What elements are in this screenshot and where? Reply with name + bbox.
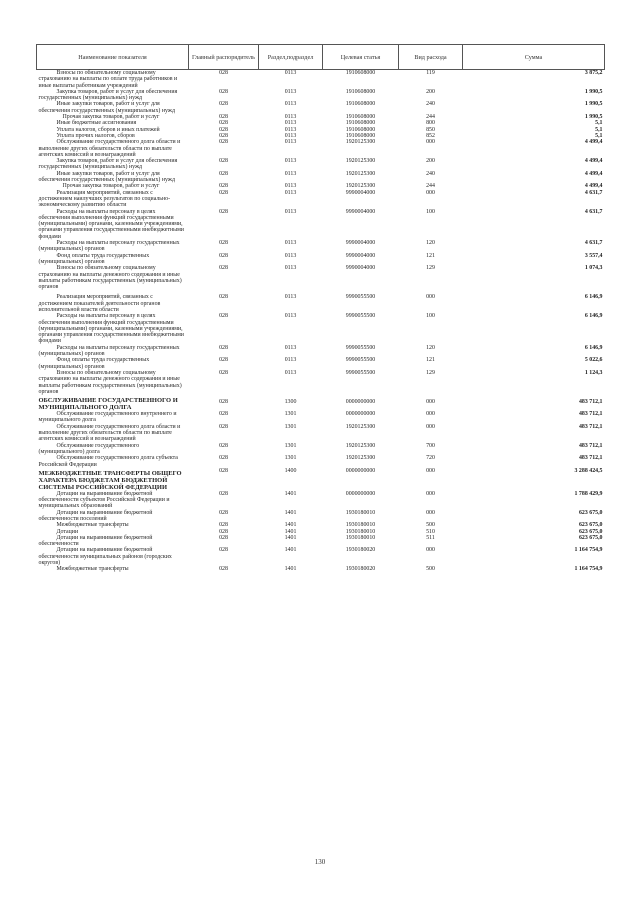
- table-row: [37, 290, 605, 313]
- row-name: Дотации на выравнивание бюджетной обеспеченности: [38, 534, 153, 548]
- row-main-admin: 028: [219, 170, 228, 177]
- row-section: 1300: [284, 399, 297, 406]
- header-name: Наименование показателя: [37, 45, 189, 70]
- row-main-admin: 028: [219, 442, 228, 449]
- row-main-admin: 028: [219, 252, 228, 259]
- table-row: [37, 171, 605, 184]
- table-row: [37, 510, 605, 523]
- row-section: 0113: [284, 240, 297, 247]
- row-amount: 1 124,3: [584, 369, 603, 376]
- table-row: [37, 535, 605, 548]
- row-main-admin: 028: [219, 101, 228, 108]
- table-row: [37, 424, 605, 443]
- row-name: Дотации на выравнивание бюджетной обеспеченности субъектов Российской Федерации и муниципальных образований: [38, 490, 170, 510]
- table-header-row: [37, 45, 605, 70]
- row-expense-type: 510: [426, 528, 435, 535]
- row-target: 1910608000: [345, 101, 376, 108]
- row-name: Фонд оплаты труда государственных (муниципальных) органов: [38, 252, 150, 265]
- table-row: [37, 443, 605, 456]
- row-amount: 483 712,1: [578, 455, 603, 462]
- row-target: 1910608000: [345, 132, 376, 139]
- row-expense-type: 129: [426, 265, 435, 272]
- row-name: Обслуживание государственного внутреннего и муниципального долга: [38, 411, 177, 424]
- row-main-admin: 028: [219, 528, 228, 535]
- row-expense-type: 850: [426, 126, 435, 133]
- table-row: [37, 139, 605, 158]
- row-target: 9990055500: [345, 313, 376, 320]
- row-name: Реализация мероприятий, связанных с достижением наилучших результатов по социально-экономическому развитию области: [38, 189, 171, 209]
- row-expense-type: 244: [426, 114, 435, 121]
- row-name: Иные бюджетные ассигнования: [56, 120, 137, 127]
- table-row: [37, 455, 605, 468]
- row-section: 1401: [284, 528, 297, 535]
- row-section: 1401: [284, 534, 297, 541]
- row-section: 0113: [284, 139, 297, 146]
- row-amount: 1 164 754,9: [574, 547, 603, 554]
- row-main-admin: 028: [219, 411, 228, 418]
- row-expense-type: 240: [426, 101, 435, 108]
- row-name: Дотации на выравнивание бюджетной обеспеченности поселений: [38, 509, 153, 522]
- row-amount: 4 631,7: [584, 240, 603, 247]
- table-row: [37, 209, 605, 240]
- row-expense-type: 720: [426, 455, 435, 462]
- row-name: Обслуживание государственного (муниципального) долга: [38, 442, 140, 455]
- row-name: Уплата налогов, сборов и иных платежей: [56, 126, 160, 133]
- row-main-admin: 028: [219, 490, 228, 497]
- row-amount: 1 990,5: [584, 114, 603, 121]
- row-amount: 483 712,1: [578, 442, 603, 449]
- row-amount: 1 990,5: [584, 101, 603, 108]
- table-row: [37, 240, 605, 253]
- row-section: 1401: [284, 509, 297, 516]
- row-section: 0113: [284, 114, 297, 121]
- table-row: [37, 70, 605, 89]
- row-amount: 4 499,4: [584, 158, 603, 165]
- row-amount: 6 146,9: [584, 294, 603, 301]
- row-main-admin: 028: [219, 120, 228, 127]
- row-amount: 4 499,4: [584, 170, 603, 177]
- row-section: 1401: [284, 490, 297, 497]
- row-expense-type: 200: [426, 88, 435, 95]
- row-section: 1301: [284, 411, 297, 418]
- row-amount: 483 712,1: [578, 423, 603, 430]
- row-section: 1301: [284, 423, 297, 430]
- row-expense-type: 500: [426, 566, 435, 573]
- row-main-admin: 028: [219, 313, 228, 320]
- row-section: 0113: [284, 369, 297, 376]
- row-main-admin: 028: [219, 114, 228, 121]
- row-target: 9990055500: [345, 357, 376, 364]
- row-name: Реализация мероприятий, связанных с достижением показателей деятельности органов исполнительной власти области: [38, 294, 161, 313]
- row-expense-type: 000: [426, 411, 435, 418]
- row-main-admin: 028: [219, 189, 228, 196]
- row-target: 1930180020: [345, 547, 376, 554]
- row-main-admin: 028: [219, 357, 228, 364]
- header-main-admin: Главный распорядитель: [189, 45, 259, 70]
- table-row: [37, 411, 605, 424]
- row-amount: 6 146,9: [584, 344, 603, 351]
- row-expense-type: 500: [426, 522, 435, 529]
- row-name: Закупка товаров, работ и услуг для обеспечения государственных (муниципальных) нужд: [38, 158, 178, 171]
- row-section: 0113: [284, 183, 297, 190]
- row-target: 1920125300: [345, 158, 376, 165]
- row-amount: 3 288 424,5: [574, 467, 603, 474]
- row-amount: 623 675,0: [578, 534, 603, 541]
- row-expense-type: 240: [426, 170, 435, 177]
- row-expense-type: 800: [426, 120, 435, 127]
- row-name: Прочая закупка товаров, работ и услуг: [62, 114, 160, 121]
- row-target: 1910608000: [345, 70, 376, 76]
- row-expense-type: 000: [426, 423, 435, 430]
- row-section: 0113: [284, 88, 297, 95]
- row-section: 0113: [284, 158, 297, 165]
- row-name: Межбюджетные трансферты: [56, 566, 129, 573]
- table-row: [37, 101, 605, 114]
- row-main-admin: 028: [219, 369, 228, 376]
- row-target: 9990004000: [345, 252, 376, 259]
- row-section: 0113: [284, 208, 297, 215]
- row-section: 0113: [284, 101, 297, 108]
- row-name: Расходы на выплаты персоналу в целях обеспечения выполнения функций государственными (муниципальными) органами, казенными учреждениями, органами управления государственными внебюджетными фондами: [38, 313, 184, 345]
- row-name: Дотации на выравнивание бюджетной обеспеченности муниципальных районов (городских округов): [38, 547, 172, 567]
- row-amount: 5,1: [595, 120, 603, 127]
- row-target: 1920125300: [345, 183, 376, 190]
- row-expense-type: 000: [426, 139, 435, 146]
- row-main-admin: 028: [219, 399, 228, 406]
- row-main-admin: 028: [219, 522, 228, 529]
- row-amount: 1 990,5: [584, 88, 603, 95]
- row-section: 0113: [284, 170, 297, 177]
- row-section: 0113: [284, 344, 297, 351]
- row-main-admin: 028: [219, 183, 228, 190]
- row-name: Иные закупки товаров, работ и услуг для обеспечения государственных (муниципальных) нужд: [38, 170, 175, 184]
- row-expense-type: 129: [426, 369, 435, 376]
- table-row: [37, 253, 605, 266]
- row-target: 9990055500: [345, 294, 376, 301]
- row-amount: 623 675,0: [578, 522, 603, 529]
- row-name: Взносы по обязательному социальному страхованию на выплаты по оплате труда работников и иные выплаты работникам учреждений: [38, 70, 178, 89]
- row-section: 0113: [284, 189, 297, 196]
- row-main-admin: 028: [219, 265, 228, 272]
- table-row: [37, 370, 605, 395]
- row-amount: 6 146,9: [584, 313, 603, 320]
- row-section: 1301: [284, 442, 297, 449]
- row-target: 1930180010: [345, 509, 376, 516]
- table-row: [37, 491, 605, 510]
- row-target: 1910608000: [345, 114, 376, 121]
- row-expense-type: 000: [426, 509, 435, 516]
- header-expense-type: Вид расхода: [399, 45, 463, 70]
- row-section: 0113: [284, 252, 297, 259]
- row-target: 9990004000: [345, 189, 376, 196]
- row-main-admin: 028: [219, 566, 228, 573]
- table-row: [37, 547, 605, 566]
- row-expense-type: 200: [426, 158, 435, 165]
- row-section: 0113: [284, 313, 297, 320]
- row-expense-type: 000: [426, 547, 435, 554]
- table-row: [37, 190, 605, 209]
- header-target: Целевая статья: [323, 45, 399, 70]
- header-section: Раздел,подраздел: [259, 45, 323, 70]
- row-target: 1920125300: [345, 423, 376, 430]
- row-target: 9990004000: [345, 265, 376, 272]
- row-target: 1930180020: [345, 566, 376, 573]
- row-section: 0113: [284, 294, 297, 301]
- row-amount: 623 675,0: [578, 528, 603, 535]
- row-name: МЕЖБЮДЖЕТНЫЕ ТРАНСФЕРТЫ ОБЩЕГО ХАРАКТЕРА БЮДЖЕТАМ БЮДЖЕТНОЙ СИСТЕМЫ РОССИЙСКОЙ ФЕДЕРАЦИИ: [38, 469, 182, 491]
- header-amount: Сумма: [463, 45, 605, 70]
- row-target: 9990055500: [345, 344, 376, 351]
- row-amount: 4 499,4: [584, 183, 603, 190]
- row-target: 1910608000: [345, 88, 376, 95]
- row-amount: 3 557,4: [584, 252, 603, 259]
- row-target: 0000000000: [345, 490, 376, 497]
- row-expense-type: 852: [426, 132, 435, 139]
- row-amount: 1 164 754,9: [574, 566, 603, 573]
- row-main-admin: 028: [219, 547, 228, 554]
- row-expense-type: 244: [426, 183, 435, 190]
- row-expense-type: 120: [426, 344, 435, 351]
- row-target: 0000000000: [345, 467, 376, 474]
- row-main-admin: 028: [219, 158, 228, 165]
- row-main-admin: 028: [219, 132, 228, 139]
- row-main-admin: 028: [219, 455, 228, 462]
- row-expense-type: 121: [426, 357, 435, 364]
- row-expense-type: 511: [426, 534, 435, 541]
- row-target: 1910608000: [345, 120, 376, 127]
- row-main-admin: 028: [219, 534, 228, 541]
- row-main-admin: 028: [219, 467, 228, 474]
- row-amount: 5,1: [595, 126, 603, 133]
- row-amount: 5,1: [595, 132, 603, 139]
- row-name: Иные закупки товаров, работ и услуг для обеспечения государственных (муниципальных) нужд: [38, 101, 175, 114]
- table-row: [37, 345, 605, 358]
- row-target: 1930180010: [345, 528, 376, 535]
- row-expense-type: 120: [426, 240, 435, 247]
- row-main-admin: 028: [219, 344, 228, 351]
- row-main-admin: 028: [219, 294, 228, 301]
- row-expense-type: 000: [426, 189, 435, 196]
- row-expense-type: 100: [426, 313, 435, 320]
- row-name: Расходы на выплаты персоналу государственных (муниципальных) органов: [38, 344, 180, 358]
- table-row: [37, 468, 605, 491]
- table-row: [37, 158, 605, 171]
- row-name: Обслуживание государственного долга области и выполнение других обязательств области по выплате агентских комиссий и вознаграждений: [38, 139, 181, 158]
- row-section: 0113: [284, 70, 297, 76]
- row-name: Взносы по обязательному социальному страхованию на выплаты денежного содержания и иные выплаты работникам государственных (муниципальных) органов: [38, 369, 182, 395]
- row-amount: 483 712,1: [578, 399, 603, 406]
- row-name: Расходы на выплаты персоналу государственных (муниципальных) органов: [38, 240, 180, 253]
- row-expense-type: 100: [426, 208, 435, 215]
- row-amount: 1 788 429,9: [574, 490, 603, 497]
- row-amount: 4 631,7: [584, 208, 603, 215]
- row-amount: 623 675,0: [578, 509, 603, 516]
- row-expense-type: 121: [426, 252, 435, 259]
- row-target: 1910608000: [345, 126, 376, 133]
- row-name: Закупка товаров, работ и услуг для обеспечения государственных (муниципальных) нужд: [38, 88, 178, 102]
- row-name: Обслуживание государственного долга субъекта Российской Федерации: [38, 455, 178, 468]
- row-amount: 483 712,1: [578, 411, 603, 418]
- row-section: 0113: [284, 132, 297, 139]
- row-section: 1301: [284, 455, 297, 462]
- row-expense-type: 000: [426, 399, 435, 406]
- row-expense-type: 000: [426, 294, 435, 301]
- table-body: [37, 70, 605, 573]
- row-main-admin: 028: [219, 70, 228, 76]
- row-section: 1401: [284, 566, 297, 573]
- row-name: Межбюджетные трансферты: [56, 522, 129, 529]
- row-amount: 3 875,2: [584, 70, 603, 76]
- row-expense-type: 700: [426, 442, 435, 449]
- row-main-admin: 028: [219, 88, 228, 95]
- row-section: 0113: [284, 126, 297, 133]
- row-target: 9990055500: [345, 369, 376, 376]
- budget-table: [36, 44, 605, 573]
- row-target: 0000000000: [345, 411, 376, 418]
- row-name: Обслуживание государственного долга области и выполнение других обязательств области по выплате агентских комиссий и вознаграждений: [38, 423, 181, 443]
- row-main-admin: 028: [219, 208, 228, 215]
- row-target: 9990004000: [345, 240, 376, 247]
- row-amount: 5 022,6: [584, 357, 603, 364]
- row-section: 1400: [284, 467, 297, 474]
- row-name: Взносы по обязательному социальному страхованию на выплаты денежного содержания и иные выплаты работникам государственных (муниципальных) органов: [38, 265, 182, 291]
- row-target: 1930180010: [345, 534, 376, 541]
- row-main-admin: 028: [219, 126, 228, 133]
- row-target: 1920125300: [345, 170, 376, 177]
- row-name: ОБСЛУЖИВАНИЕ ГОСУДАРСТВЕННОГО И МУНИЦИПАЛЬНОГО ДОЛГА: [38, 397, 178, 412]
- row-target: 1920125300: [345, 442, 376, 449]
- row-name: Прочая закупка товаров, работ и услуг: [62, 183, 160, 190]
- row-expense-type: 119: [426, 70, 435, 76]
- row-section: 0113: [284, 357, 297, 364]
- row-amount: 4 499,4: [584, 139, 603, 146]
- table-row: [37, 395, 605, 411]
- row-section: 1401: [284, 522, 297, 529]
- row-amount: 4 631,7: [584, 189, 603, 196]
- row-target: 9990004000: [345, 208, 376, 215]
- row-target: 1920125300: [345, 455, 376, 462]
- row-section: 0113: [284, 265, 297, 272]
- table-row: [37, 566, 605, 572]
- row-amount: 1 074,3: [584, 265, 603, 272]
- page-number: 130: [314, 858, 326, 866]
- table-row: [37, 357, 605, 370]
- row-expense-type: 000: [426, 490, 435, 497]
- table-row: [37, 313, 605, 344]
- row-section: 1401: [284, 547, 297, 554]
- row-target: 0000000000: [345, 399, 376, 406]
- row-main-admin: 028: [219, 509, 228, 516]
- row-name: Расходы на выплаты персоналу в целях обеспечения выполнения функций государственными (муниципальными) органами, казенными учреждениями, органами управления государственными внебюджетными фондами: [38, 208, 184, 240]
- row-name: Дотации: [56, 528, 79, 535]
- row-main-admin: 028: [219, 139, 228, 146]
- table-row: [37, 265, 605, 290]
- row-main-admin: 028: [219, 240, 228, 247]
- row-expense-type: 000: [426, 467, 435, 474]
- row-target: 1930180010: [345, 522, 376, 529]
- row-main-admin: 028: [219, 423, 228, 430]
- row-name: Уплата прочих налогов, сборов: [56, 132, 135, 139]
- row-name: Фонд оплаты труда государственных (муниципальных) органов: [38, 357, 150, 370]
- table-row: [37, 89, 605, 102]
- row-target: 1920125300: [345, 139, 376, 146]
- row-section: 0113: [284, 120, 297, 127]
